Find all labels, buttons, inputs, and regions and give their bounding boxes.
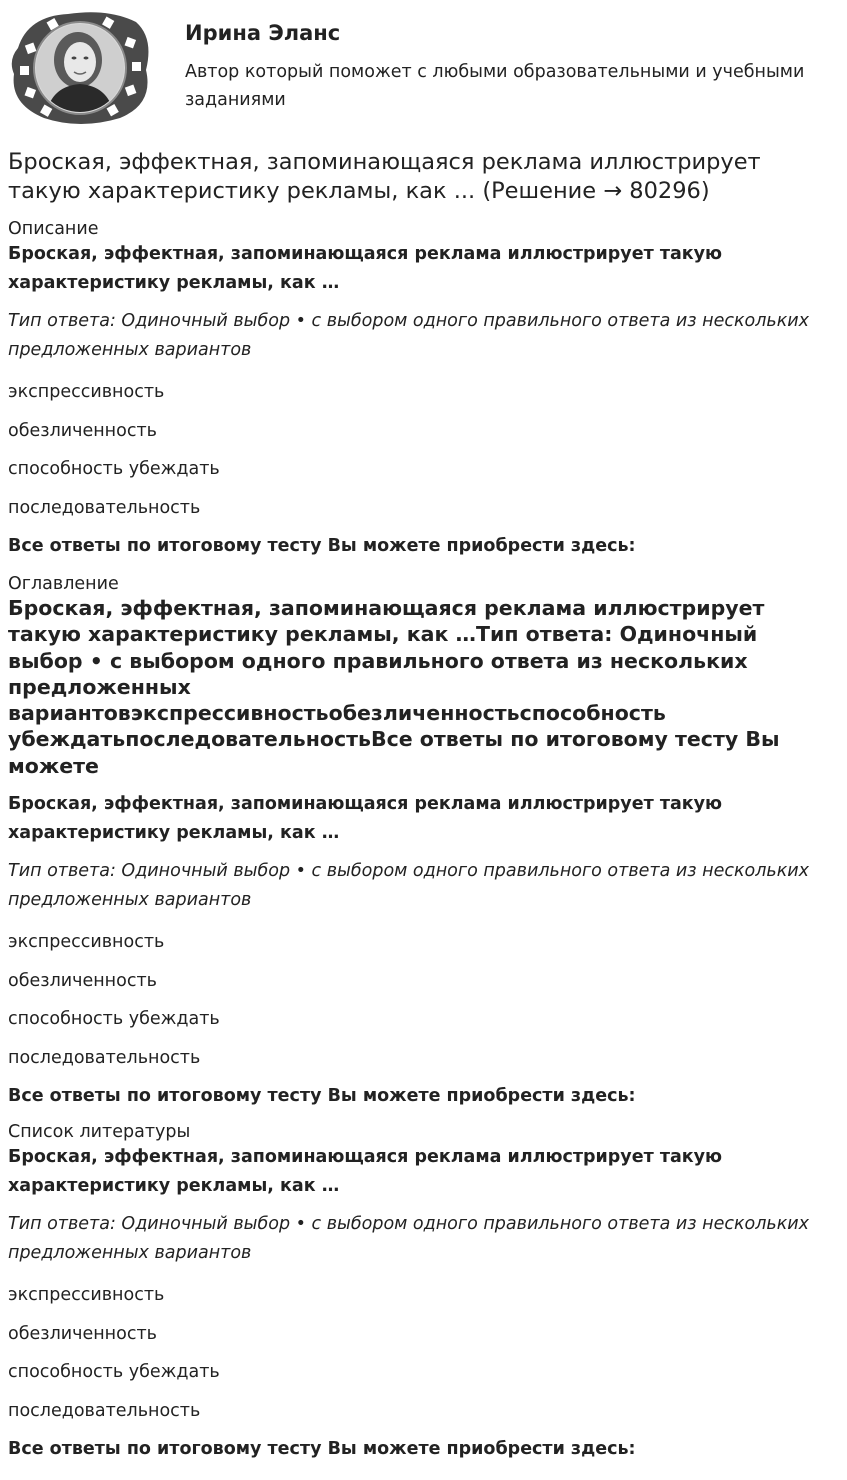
author-name[interactable]: Ирина Эланс	[185, 21, 341, 45]
question-text: Броская, эффектная, запоминающаяся реклама иллюстрирует такую характеристику рекламы, как …	[8, 1147, 723, 1196]
toc-summary: Броская, эффектная, запоминающаяся реклама иллюстрирует такую характеристику рекламы, как …Тип ответа: Одиночный выбор • с выбором одного правильного ответа из нескольких предложенных вариантовэкспрессивностьобезличенностьспособность убеждатьпоследовательностьВсе ответы по итоговому тесту Вы можете	[8, 596, 780, 778]
section-label-references: Список литературы	[8, 1122, 191, 1142]
author-photo-icon	[8, 8, 154, 126]
toc-section	[8, 573, 839, 779]
option-item: экспрессивность	[8, 382, 165, 402]
toc-question-block	[8, 790, 839, 1107]
option-item: обезличенность	[8, 420, 157, 441]
option-item: способность убеждать	[8, 1009, 220, 1029]
option-item: последовательность	[8, 1400, 201, 1421]
description-section	[8, 218, 839, 557]
buy-answers-text: Все ответы по итоговому тесту Вы можете приобрести здесь:	[8, 536, 636, 556]
option-item: способность убеждать	[8, 1362, 220, 1382]
section-label-description: Описание	[8, 219, 99, 239]
question-text: Броская, эффектная, запоминающаяся реклама иллюстрирует такую характеристику рекламы, как …	[8, 794, 723, 843]
section-label-toc: Оглавление	[8, 574, 119, 594]
option-item: экспрессивность	[8, 932, 165, 952]
author-avatar[interactable]	[8, 8, 154, 126]
buy-answers-text: Все ответы по итоговому тесту Вы можете приобрести здесь:	[8, 1439, 636, 1459]
answer-type: Тип ответа: Одиночный выбор • с выбором одного правильного ответа из нескольких предложенных вариантов	[8, 861, 810, 910]
option-item: обезличенность	[8, 970, 157, 991]
buy-answers-text: Все ответы по итоговому тесту Вы можете приобрести здесь:	[8, 1086, 636, 1106]
author-card	[8, 8, 839, 128]
answer-type: Тип ответа: Одиночный выбор • с выбором одного правильного ответа из нескольких предложенных вариантов	[8, 311, 810, 360]
page-title: Броская, эффектная, запоминающаяся реклама иллюстрирует такую характеристику рекламы, как ... (Решение → 80296)	[8, 149, 761, 204]
option-item: экспрессивность	[8, 1285, 165, 1305]
references-section	[8, 1121, 839, 1460]
option-item: обезличенность	[8, 1323, 157, 1344]
option-item: последовательность	[8, 1047, 201, 1068]
question-text: Броская, эффектная, запоминающаяся реклама иллюстрирует такую характеристику рекламы, как …	[8, 244, 723, 293]
option-item: последовательность	[8, 497, 201, 518]
option-item: способность убеждать	[8, 459, 220, 479]
answer-type: Тип ответа: Одиночный выбор • с выбором одного правильного ответа из нескольких предложенных вариантов	[8, 1214, 810, 1263]
author-description: Автор который поможет с любыми образовательными и учебными заданиями	[185, 62, 805, 110]
